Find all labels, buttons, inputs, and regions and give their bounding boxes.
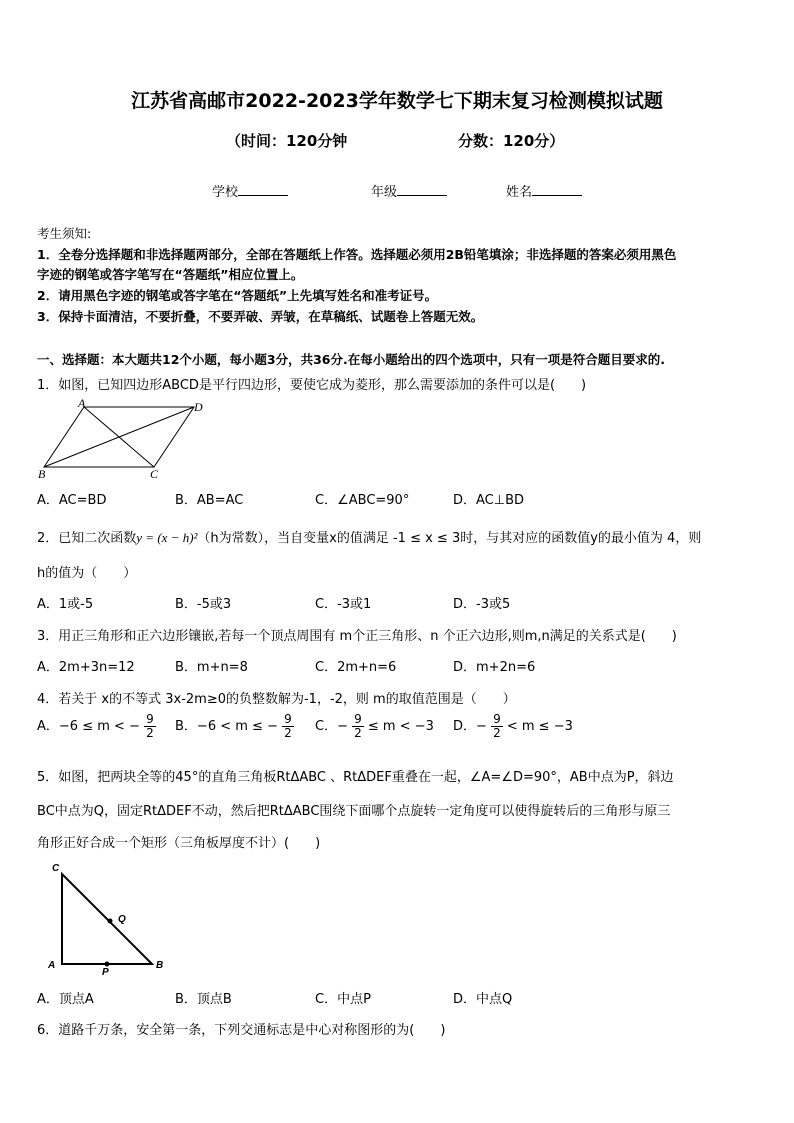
school-label: 学校 <box>212 185 239 200</box>
triangle-abc <box>62 874 152 964</box>
q2-stem-a: 2．已知二次函数 <box>37 531 137 546</box>
note-2: 2．请用黑色字迹的钢笔或答字笔在“答题纸”上先填写姓名和准考证号。 <box>37 288 438 303</box>
q3-stem: 3．用正三角形和正六边形镶嵌,若每一个顶点周围有 m个正三角形、n 个正六边形,则m,n满足的关系式是( ) <box>37 629 677 644</box>
q1-parallelogram-figure <box>36 398 206 482</box>
grade-label: 年级 <box>371 185 398 200</box>
q4-option-b-left: −6 < m ≤ − <box>196 719 278 734</box>
q4-option-c-label: C． <box>315 719 338 734</box>
point-q <box>108 919 113 924</box>
q4-option-d[interactable] <box>453 713 573 740</box>
q5-option-b[interactable]: B．顶点B <box>175 992 232 1007</box>
q1-option-a[interactable]: A．AC=BD <box>37 493 107 508</box>
label-a: A <box>48 960 56 971</box>
q4-option-c-fraction: $\frac{9}{2}$ <box>354 712 362 740</box>
q2-stem-line1 <box>37 527 701 546</box>
exam-title: 江苏省高邮市2022-2023学年数学七下期末复习检测模拟试题 <box>131 90 663 112</box>
school-blank[interactable] <box>238 181 288 196</box>
exam-score: 分数：120分） <box>458 132 565 150</box>
section-heading: 一、选择题：本大题共12个小题，每小题3分，共36分.在每小题给出的四个选项中，只有一项是符合题目要求的. <box>37 352 665 367</box>
q2-option-d[interactable]: D．-3或5 <box>453 597 511 612</box>
q3-option-c[interactable]: C．2m+n=6 <box>315 660 397 675</box>
name-field[interactable] <box>506 181 582 200</box>
note-1-cont: 字迹的钢笔或答字笔写在“答题纸”相应位置上。 <box>37 267 304 282</box>
q5-stem-line3: 角形正好合成一个矩形（三角板厚度不计）( ) <box>37 836 321 851</box>
label-q: Q <box>118 914 126 925</box>
q2-option-a[interactable]: A．1或-5 <box>37 597 94 612</box>
school-field[interactable] <box>212 181 288 200</box>
note-1: 1．全卷分选择题和非选择题两部分，全部在答题纸上作答。选择题必须用2B铅笔填涂；非选择题的答案必须用黑色 <box>37 247 677 262</box>
q4-option-c-left: − <box>337 719 348 734</box>
q4-option-a-fraction: $\frac{9}{2}$ <box>146 712 154 740</box>
q1-stem: 1．如图，已知四边形ABCD是平行四边形，要使它成为菱形，那么需要添加的条件可以是( ) <box>37 378 587 393</box>
q4-option-d-left: − <box>476 719 487 734</box>
label-b: B <box>156 960 164 971</box>
q2-formula: y = (x − h)² <box>136 530 198 545</box>
q5-stem-line2: BC中点为Q，固定RtΔDEF不动，然后把RtΔABC围绕下面哪个点旋转一定角度可以使得旋转后的三角形与原三 <box>37 804 671 819</box>
q2-option-c[interactable]: C．-3或1 <box>315 597 372 612</box>
q3-option-d[interactable]: D．m+2n=6 <box>453 660 536 675</box>
q4-stem: 4．若关于 x的不等式 3x-2m≥0的负整数解为-1，-2，则 m的取值范围是（ ） <box>37 692 516 707</box>
q4-option-a-label: A． <box>37 719 59 734</box>
q6-stem: 6．道路千万条，安全第一条，下列交通标志是中心对称图形的为( ) <box>37 1023 446 1038</box>
q4-option-c-right: ≤ m < −3 <box>367 719 434 734</box>
q5-triangle-figure <box>40 858 180 978</box>
q4-option-c[interactable] <box>315 713 434 740</box>
q4-option-a[interactable] <box>37 713 156 740</box>
q4-option-d-label: D． <box>453 719 477 734</box>
q5-option-d[interactable]: D．中点Q <box>453 992 513 1007</box>
note-3: 3．保持卡面清洁，不要折叠，不要弄破、弄皱，在草稿纸、试题卷上答题无效。 <box>37 309 484 324</box>
q5-stem-line1: 5．如图，把两块全等的45°的直角三角板RtΔABC 、RtΔDEF重叠在一起，∠A=∠D=90°，AB中点为P，斜边 <box>37 770 674 785</box>
label-a: A <box>78 398 86 410</box>
exam-time: （时间：120分钟 <box>226 132 348 150</box>
q4-option-b-fraction: $\frac{9}{2}$ <box>284 712 292 740</box>
q2-stem-b: （h为常数），当自变量x的值满足 -1 ≤ x ≤ 3时，与其对应的函数值y的最小值为 4，则 <box>197 531 702 546</box>
point-p <box>105 962 110 967</box>
q4-option-d-fraction: $\frac{9}{2}$ <box>493 712 501 740</box>
q5-option-a[interactable]: A．顶点A <box>37 992 94 1007</box>
q4-option-a-left: −6 ≤ m < − <box>58 719 140 734</box>
diagonal-bd <box>44 407 194 467</box>
label-p: P <box>102 967 109 978</box>
q4-option-b[interactable] <box>175 713 294 740</box>
grade-blank[interactable] <box>397 181 447 196</box>
q1-option-c[interactable]: C．∠ABC=90° <box>315 493 410 508</box>
label-b: B <box>38 467 46 481</box>
q2-option-b[interactable]: B．-5或3 <box>175 597 232 612</box>
q5-option-c[interactable]: C．中点P <box>315 992 371 1007</box>
q3-option-b[interactable]: B．m+n=8 <box>175 660 248 675</box>
notes-heading: 考生须知: <box>37 226 92 241</box>
name-blank[interactable] <box>532 181 582 196</box>
q1-option-d[interactable]: D．AC⊥BD <box>453 493 525 508</box>
q3-option-a[interactable]: A．2m+3n=12 <box>37 660 135 675</box>
label-c: C <box>52 863 60 874</box>
grade-field[interactable] <box>371 181 447 200</box>
name-label: 姓名 <box>506 185 533 200</box>
label-d: D <box>194 400 203 414</box>
q2-stem-line2: h的值为（ ） <box>37 566 137 581</box>
q4-option-b-label: B． <box>175 719 197 734</box>
q1-option-b[interactable]: B．AB=AC <box>175 493 244 508</box>
label-c: C <box>150 467 159 481</box>
q4-option-d-right: < m ≤ −3 <box>506 719 573 734</box>
